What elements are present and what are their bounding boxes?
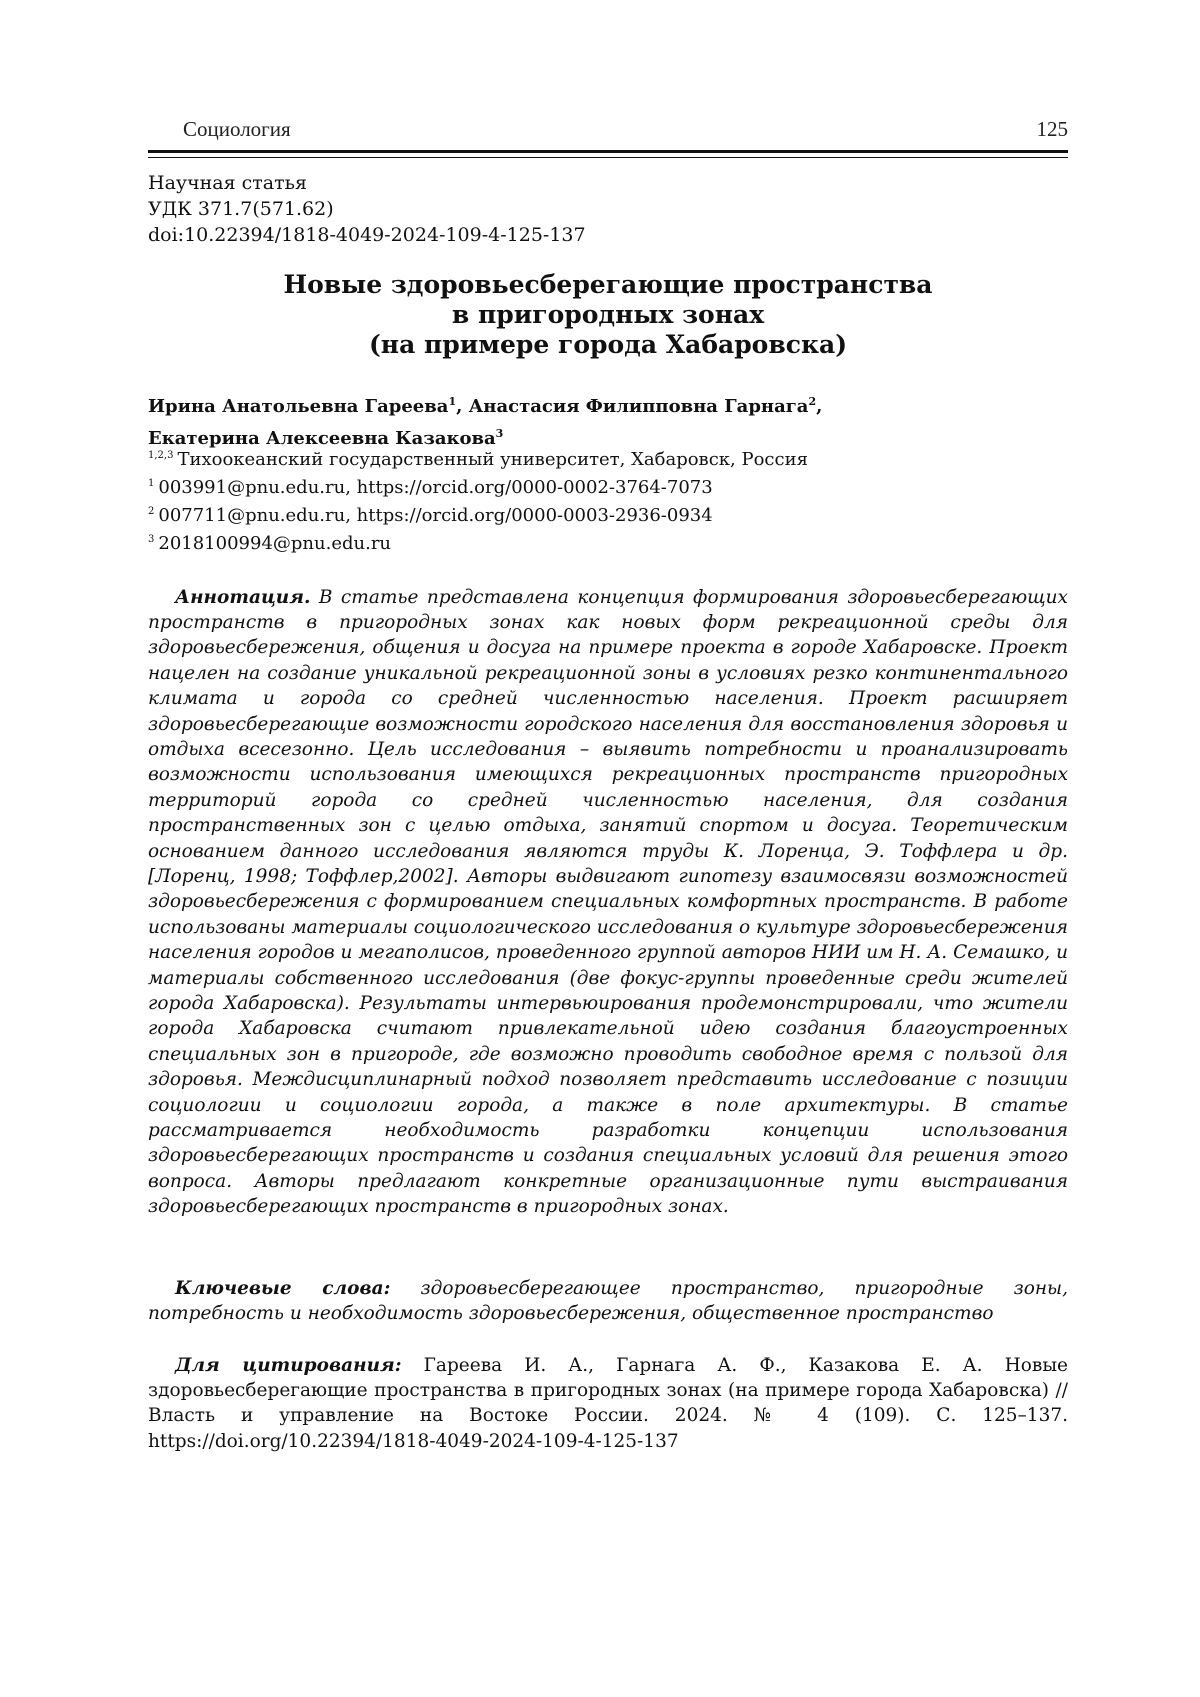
abstract-label: Аннотация. bbox=[175, 586, 311, 608]
affiliation-institution: $^{1,2,3}$ Тихоокеанский государственный университет, Хабаровск, Россия bbox=[148, 449, 808, 470]
title-line: в пригородных зонах bbox=[451, 300, 765, 329]
running-head bbox=[148, 117, 1068, 142]
author-name: Ирина Анатольевна Гареева bbox=[148, 396, 449, 417]
author-superscript: 3 bbox=[495, 427, 504, 440]
author-superscript: 2 bbox=[808, 395, 817, 408]
citation-text: Гареева И. А., Гарнага А. Ф., Казакова Е. А. Новые здоровьесберегающие пространства в пригородных зонах (на примере города Хабаровска) // Власть и управление на Востоке России. 2024. № 4 (109). С. 125–137. https://doi.org/10.22394/1818-4049-2024-109-4-125-137 bbox=[148, 1354, 1068, 1452]
abstract bbox=[148, 585, 1068, 1220]
affiliation-contact: $^1$ 003991@pnu.edu.ru, https://orcid.org/0000-0002-3764-7073 bbox=[148, 477, 713, 498]
article-title bbox=[148, 270, 1068, 360]
header-rule-thin bbox=[148, 157, 1068, 158]
abstract-text: В статье представлена концепция формирования здоровьесберегающих пространств в пригородных зонах как новых форм рекреационной среды для здоровьесбережения, общения и досуга на примере проекта в городе Хабаровске. Проект нацелен на создание уникальной рекреационной зоны в условиях резко континентального климата и города со средней численностью населения. Проект расширяет здоровьесберегающие возможности городского населения для восстановления здоровья и отдыха всесезонно. Цель исследования – выявить потребности и проанализировать возможности использования имеющихся рекреационных пространств пригородных территорий города со средней численностью населения, для создания пространственных зон с целью отдыха, занятий спортом и досуга. Теоретическим основанием данного исследования являются труды К. Лоренца, Э. Тоффлера и др. [Лоренц, 1998; Тоффлер,2002]. Авторы выдвигают гипотезу взаимосвязи возможностей здоровьесбережения с формированием специальных комфортных пространств. В работе использованы материалы социологического исследования о культуре здоровьесбережения населения городов и мегаполисов, проведенного группой авторов НИИ им Н. А. Семашко, и материалы собственного исследования (две фокус-группы проведенные среди жителей города Хабаровска). Результаты интервьюирования продемонстрировали, что жители города Хабаровска считают привлекательной идею создания благоустроенных специальных зон в пригороде, где возможно проводить свободное время с пользой для здоровья. Междисциплинарный подход позволяет представить исследование с позиции социологии и социологии города, а также в поле архитектуры. В статье рассматривается необходимость разработки концепции использования здоровьесберегающих пространств и создания специальных условий для решения этого вопроса. Авторы предлагают конкретные организационные пути выстраивания здоровьесберегающих пространств в пригородных зонах. bbox=[148, 586, 1069, 1218]
affiliations bbox=[148, 444, 808, 556]
affiliation-contact: $^3$ 2018100994@pnu.edu.ru bbox=[148, 533, 392, 554]
author-name: Анастасия Филипповна Гарнага bbox=[468, 396, 809, 417]
keywords-label: Ключевые слова: bbox=[175, 1277, 391, 1299]
doi: doi:10.22394/1818-4049-2024-109-4-125-137 bbox=[148, 224, 586, 246]
title-line: (на примере города Хабаровска) bbox=[368, 330, 848, 359]
title-line: Новые здоровьесберегающие пространства bbox=[283, 270, 933, 299]
article-type: Научная статья bbox=[148, 172, 307, 194]
citation-label: Для цитирования: bbox=[175, 1354, 402, 1376]
udc-code: УДК 371.7(571.62) bbox=[148, 198, 334, 220]
header-rule-thick bbox=[148, 150, 1068, 153]
author-name: Екатерина Алексеевна Казакова bbox=[148, 428, 496, 449]
keywords bbox=[148, 1276, 1068, 1327]
affiliation-contact: $^2$ 007711@pnu.edu.ru, https://orcid.org/0000-0003-2936-0934 bbox=[148, 505, 713, 526]
author-superscript: 1 bbox=[448, 395, 457, 408]
keywords-text: здоровьесберегающее пространство, пригородные зоны, потребность и необходимость здоровьесбережения, общественное пространство bbox=[148, 1277, 1068, 1324]
section-name: Социология bbox=[183, 117, 291, 141]
article-meta bbox=[148, 170, 586, 248]
page-number: 125 bbox=[1036, 117, 1068, 141]
citation bbox=[148, 1353, 1068, 1455]
author-list: Ирина Анатольевна Гареева$^1$, Анастасия Филипповна Гарнага$^2$, Екатерина Алексеевна Казакова$^3$ bbox=[148, 395, 823, 449]
